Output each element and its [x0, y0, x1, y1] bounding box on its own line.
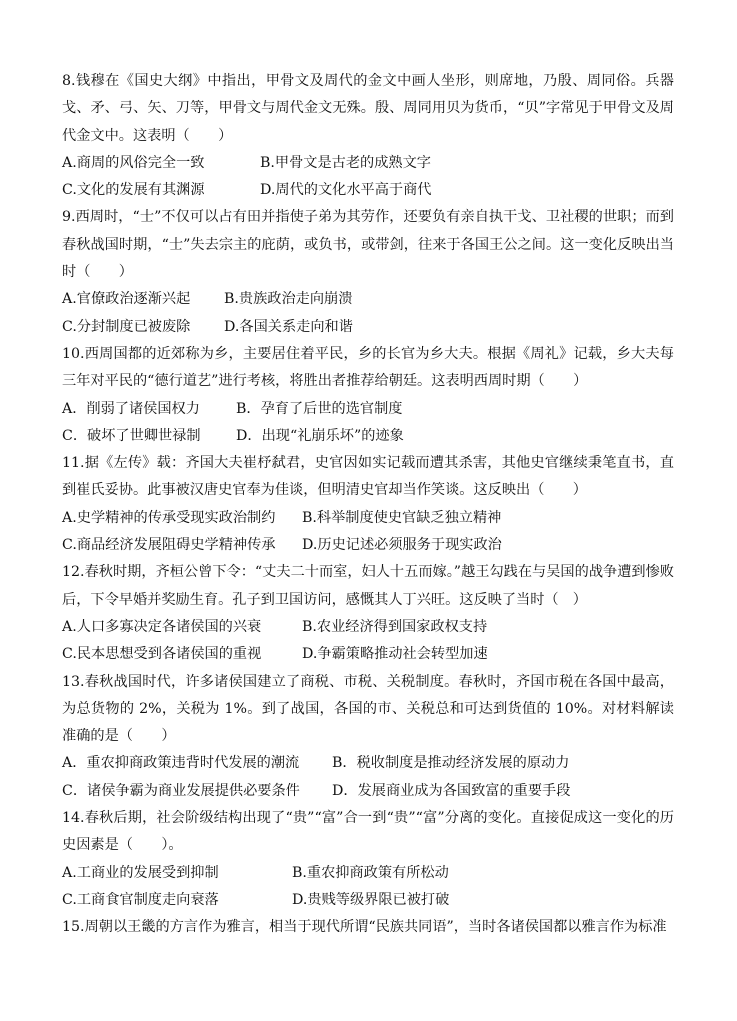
option-d: D．发展商业成为各国致富的重要手段: [332, 782, 571, 799]
question-10: [62, 341, 674, 450]
option-d: D.贵贱等级界限已被打破: [292, 891, 450, 908]
option-row: [62, 778, 674, 805]
option-b: B.甲骨文是古老的成熟文字: [260, 154, 431, 171]
option-row: [62, 177, 674, 204]
question-stem: 12.春秋时期，齐桓公曾下令：“丈夫二十而室，妇人十五而嫁。”越王勾践在与吴国的战争遭到惨败后，下令早婚并奖励生育。孔子到卫国访问，感慨其人丁兴旺。这反映了当时（ ）: [62, 564, 674, 608]
option-c: C.民本思想受到各诸侯国的重视: [62, 646, 262, 663]
question-stem: 10.西周国都的近郊称为乡，主要居住着平民，乡的长官为乡大夫。根据《周礼》记载，乡大夫每三年对平民的“德行道艺”进行考核，将胜出者推荐给朝廷。这表明西周时期（ ）: [62, 345, 674, 390]
option-row: [62, 423, 674, 450]
option-d: D.周代的文化水平高于商代: [260, 182, 432, 199]
option-c: C.分封制度已被废除: [62, 318, 191, 335]
option-c: C.文化的发展有其渊源: [62, 182, 205, 199]
option-row: [62, 641, 674, 668]
question-13: [62, 669, 674, 805]
option-row: [62, 614, 674, 641]
question-9: [62, 204, 674, 340]
option-a: A.人口多寡决定各诸侯国的兴衰: [62, 618, 262, 635]
option-a: A.史学精神的传承受现实政治制约: [62, 509, 276, 526]
option-row: [62, 505, 674, 532]
question-list: [62, 68, 674, 942]
option-c: C．诸侯争霸为商业发展提供必要条件: [62, 782, 300, 799]
option-b: B.贵族政治走向崩溃: [224, 291, 353, 308]
option-row: [62, 860, 674, 887]
question-12: [62, 559, 674, 668]
option-row: [62, 750, 674, 777]
question-stem: 11.据《左传》载：齐国大夫崔杼弑君，史官因如实记载而遭其杀害，其他史官继续秉笔直书，直到崔氏妥协。此事被汉唐史官奉为佳谈，但明清史官却当作笑谈。这反映出（ ）: [62, 455, 674, 499]
option-b: B.农业经济得到国家政权支持: [302, 618, 488, 635]
option-row: [62, 286, 674, 313]
option-row: [62, 532, 674, 559]
option-a: A.工商业的发展受到抑制: [62, 864, 219, 881]
option-row: [62, 314, 674, 341]
option-b: B.科举制度使史官缺乏独立精神: [302, 509, 502, 526]
option-b: B．税收制度是推动经济发展的原动力: [332, 755, 570, 772]
question-8: [62, 68, 674, 204]
option-d: D.争霸策略推动社会转型加速: [302, 646, 488, 663]
option-a: A．重农抑商政策违背时代发展的潮流: [62, 755, 300, 772]
question-stem: 15.周朝以王畿的方言作为雅言，相当于现代所谓“民族共同语”，当时各诸侯国都以雅言作为标准: [62, 919, 667, 936]
question-stem: 9.西周时，“士”不仅可以占有田并指使子弟为其劳作，还要负有亲自执干戈、卫社稷的世职；而到春秋战国时期，“士”失去宗主的庇荫，或负书，或带剑，往来于各国王公之间。这一变化反映出当时（ ）: [62, 209, 674, 281]
option-d: D．出现“礼崩乐坏”的迹象: [236, 427, 404, 444]
question-stem: 13.春秋战国时代，许多诸侯国建立了商税、市税、关税制度。春秋时，齐国市税在各国中最高，为总货物的 2%，关税为 1%。到了战国，各国的市、关税总和可达到货值的 10%。对材料解读准确的是（ ）: [62, 673, 674, 745]
option-a: A.商周的风俗完全一致: [62, 154, 205, 171]
option-d: D.各国关系走向和谐: [224, 318, 353, 335]
question-15: [62, 914, 674, 941]
option-b: B.重农抑商政策有所松动: [292, 864, 449, 881]
option-row: [62, 150, 674, 177]
option-c: C．破坏了世卿世禄制: [62, 427, 201, 444]
option-row: [62, 887, 674, 914]
question-11: [62, 450, 674, 559]
question-stem: 14.春秋后期，社会阶级结构出现了“贵”“富”合一到“贵”“富”分离的变化。直接促成这一变化的历史因素是（ ）。: [62, 810, 674, 854]
option-a: A．削弱了诸侯国权力: [62, 400, 200, 417]
option-c: C.商品经济发展阻碍史学精神传承: [62, 537, 276, 554]
option-a: A.官僚政治逐渐兴起: [62, 291, 191, 308]
option-row: [62, 396, 674, 423]
question-stem: 8.钱穆在《国史大纲》中指出，甲骨文及周代的金文中画人坐形，则席地，乃殷、周同俗。兵器戈、矛、弓、矢、刀等，甲骨文与周代金文无殊。殷、周同用贝为货币，“贝”字常见于甲骨文及周代金文中。这表明（ ）: [62, 73, 674, 144]
option-d: D.历史记述必须服务于现实政治: [302, 537, 502, 554]
question-14: [62, 805, 674, 914]
option-c: C.工商食官制度走向衰落: [62, 891, 219, 908]
option-b: B．孕育了后世的选官制度: [236, 400, 403, 417]
